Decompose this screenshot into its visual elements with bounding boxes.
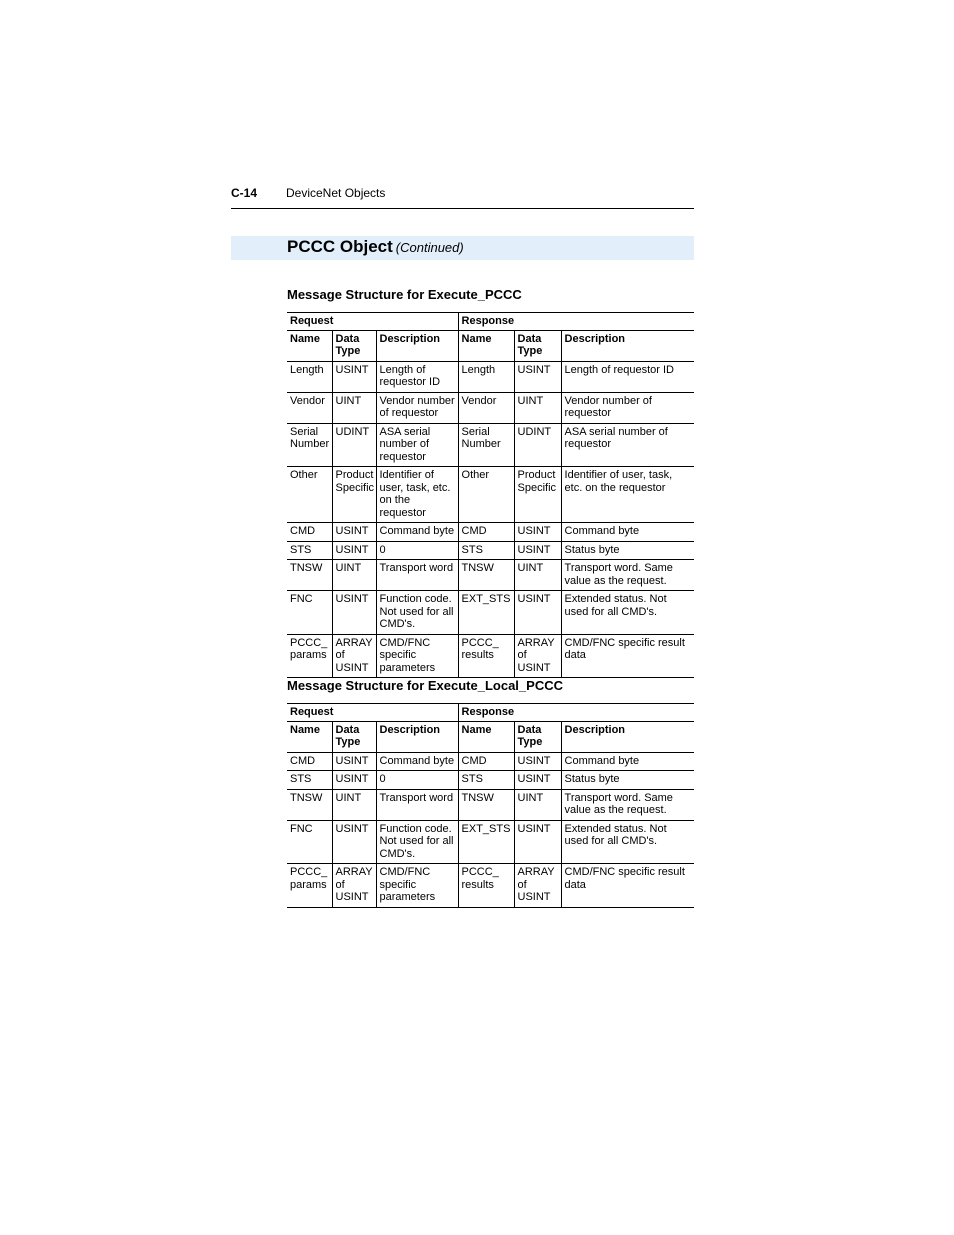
section-title-text: PCCC Object [287,237,393,256]
table-cell: TNSW [287,789,332,820]
table-row [287,560,694,591]
table-cell: Length of requestor ID [561,361,694,392]
table-cell: FNC [287,591,332,635]
page-header [231,184,694,209]
table-cell: UINT [332,392,376,423]
table-cell: Length of requestor ID [376,361,458,392]
table-cell: STS [458,541,514,560]
table-cell: ASA serial number of requestor [376,423,458,467]
table-cell: USINT [514,771,561,790]
column-header: Name [287,721,332,752]
table-cell: Extended status. Not used for all CMD's. [561,820,694,864]
table-cell: Vendor number of requestor [561,392,694,423]
table-cell: CMD/FNC specific parameters [376,634,458,678]
table-cell: USINT [514,820,561,864]
table-cell: Product Specific [332,467,376,523]
table-cell: Other [287,467,332,523]
table-cell: 0 [376,771,458,790]
table-cell: UINT [514,560,561,591]
table-cell: TNSW [458,560,514,591]
document-title: DeviceNet Objects [286,186,386,200]
execute-pccc-table [287,312,694,678]
table-cell: Transport word. Same value as the request. [561,789,694,820]
table-cell: STS [458,771,514,790]
table-cell: UDINT [332,423,376,467]
table-cell: Status byte [561,771,694,790]
table-cell: Transport word [376,560,458,591]
column-header: Description [376,330,458,361]
table-cell: CMD/FNC specific parameters [376,864,458,908]
table-cell: Length [458,361,514,392]
table-cell: CMD [458,752,514,771]
table-cell: Vendor number of requestor [376,392,458,423]
table-cell: USINT [332,752,376,771]
table-cell: USINT [332,523,376,542]
table-cell: Transport word [376,789,458,820]
table-row [287,392,694,423]
table-cell: STS [287,541,332,560]
table-cell: PCCC_ params [287,634,332,678]
column-header: Description [561,721,694,752]
table-row [287,423,694,467]
request-group-label: Request [287,313,458,331]
table-heading-execute-local-pccc: Message Structure for Execute_Local_PCCC [287,678,563,693]
table-cell: CMD [287,523,332,542]
column-header-row [287,721,694,752]
table-cell: Identifier of user, task, etc. on the requestor [376,467,458,523]
table-cell: Command byte [376,523,458,542]
column-header: Name [458,330,514,361]
table-cell: UINT [332,789,376,820]
table-cell: ARRAY of USINT [332,634,376,678]
table-cell: USINT [332,771,376,790]
column-header: Data Type [332,330,376,361]
table-cell: EXT_STS [458,820,514,864]
table-row [287,591,694,635]
table-cell: UDINT [514,423,561,467]
table-cell: USINT [514,523,561,542]
table-cell: Function code. Not used for all CMD's. [376,591,458,635]
table-row [287,541,694,560]
column-header: Name [287,330,332,361]
table-cell: Vendor [287,392,332,423]
table-cell: USINT [514,361,561,392]
table-row [287,752,694,771]
group-header-row [287,313,694,331]
table-cell: Serial Number [287,423,332,467]
column-header: Description [561,330,694,361]
section-title-band [231,236,694,260]
column-header: Data Type [514,721,561,752]
table-cell: USINT [514,752,561,771]
table-cell: TNSW [287,560,332,591]
table-cell: CMD/FNC specific result data [561,864,694,908]
column-header: Data Type [514,330,561,361]
table-cell: FNC [287,820,332,864]
table-cell: STS [287,771,332,790]
table-cell: Command byte [561,752,694,771]
group-header-row [287,704,694,722]
table-cell: USINT [514,591,561,635]
table-cell: ARRAY of USINT [514,864,561,908]
table-cell: USINT [332,541,376,560]
table-row [287,820,694,864]
table-cell: EXT_STS [458,591,514,635]
table-cell: ARRAY of USINT [332,864,376,908]
table-cell: Serial Number [458,423,514,467]
table-cell: Length [287,361,332,392]
table-cell: USINT [332,361,376,392]
table-cell: Command byte [561,523,694,542]
table-row [287,523,694,542]
table-cell: USINT [332,591,376,635]
table-row [287,864,694,908]
column-header-row [287,330,694,361]
response-group-label: Response [458,704,694,722]
table-cell: Product Specific [514,467,561,523]
table-cell: Vendor [458,392,514,423]
table-cell: UINT [514,789,561,820]
table-row [287,361,694,392]
table-cell: ASA serial number of requestor [561,423,694,467]
table-cell: USINT [514,541,561,560]
table-cell: UINT [514,392,561,423]
table-cell: Transport word. Same value as the request. [561,560,694,591]
response-group-label: Response [458,313,694,331]
request-group-label: Request [287,704,458,722]
table-cell: PCCC_ results [458,634,514,678]
execute-local-pccc-table [287,703,694,908]
table-heading-execute-pccc: Message Structure for Execute_PCCC [287,287,522,302]
column-header: Name [458,721,514,752]
table-cell: PCCC_ results [458,864,514,908]
table-cell: Status byte [561,541,694,560]
column-header: Description [376,721,458,752]
table-cell: Other [458,467,514,523]
page-number: C-14 [231,186,258,200]
table-cell: Identifier of user, task, etc. on the requestor [561,467,694,523]
table-row [287,467,694,523]
table-cell: TNSW [458,789,514,820]
table-cell: CMD [458,523,514,542]
table-row [287,771,694,790]
table-cell: USINT [332,820,376,864]
table-cell: Extended status. Not used for all CMD's. [561,591,694,635]
table-cell: ARRAY of USINT [514,634,561,678]
table-cell: CMD [287,752,332,771]
table-cell: Command byte [376,752,458,771]
table-cell: UINT [332,560,376,591]
section-title [287,237,464,257]
column-header: Data Type [332,721,376,752]
table-cell: Function code. Not used for all CMD's. [376,820,458,864]
section-subtitle: (Continued) [395,240,464,255]
table-cell: PCCC_ params [287,864,332,908]
table-row [287,634,694,678]
table-cell: CMD/FNC specific result data [561,634,694,678]
table-cell: 0 [376,541,458,560]
table-row [287,789,694,820]
